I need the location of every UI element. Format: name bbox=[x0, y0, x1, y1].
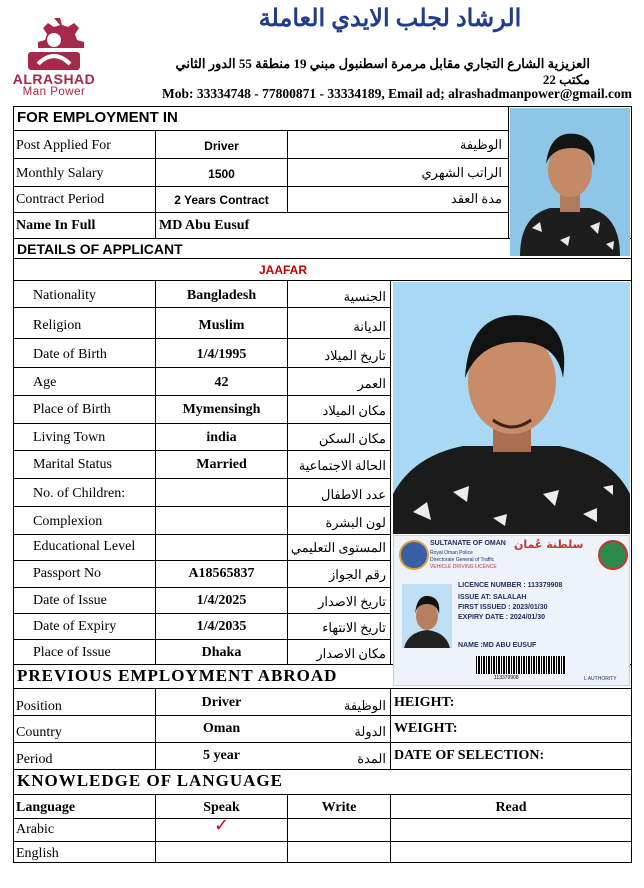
licence-number: 113379908 bbox=[527, 582, 563, 589]
police-emblem-icon bbox=[399, 540, 429, 570]
row-label-arabic: تاريخ الاصدار bbox=[318, 594, 386, 609]
licence-barcode bbox=[476, 656, 566, 674]
row-label: No. of Children: bbox=[33, 486, 126, 501]
row-label: Educational Level bbox=[33, 539, 136, 554]
licence-issue-at: SALALAH bbox=[493, 594, 527, 601]
licence-authority: L AUTHORITY bbox=[584, 676, 617, 682]
row-label: Complexion bbox=[33, 514, 103, 529]
row-value: 42 bbox=[214, 375, 229, 390]
row-label: Period bbox=[16, 752, 53, 767]
row-value: Driver bbox=[201, 695, 242, 710]
row-label: Position bbox=[16, 699, 62, 714]
licence-barcode-number: 113379908 bbox=[494, 675, 519, 681]
row-right-field: DATE OF SELECTION: bbox=[394, 748, 545, 763]
licence-sultanate: SULTANATE OF OMAN bbox=[430, 540, 506, 547]
row-value: 1/4/1995 bbox=[196, 347, 247, 362]
row-label: Country bbox=[16, 725, 62, 740]
row-value: Dhaka bbox=[201, 645, 242, 660]
row-value: Driver bbox=[204, 139, 239, 153]
row-label-arabic: مدة العقد bbox=[450, 191, 502, 206]
row-label-arabic: رقم الجواز bbox=[329, 567, 386, 582]
language-header-language: Language bbox=[16, 800, 76, 815]
language-header-read: Read bbox=[495, 800, 527, 815]
logo-gear-icon bbox=[8, 14, 100, 72]
logo-name: ALRASHAD bbox=[12, 71, 96, 87]
licence-traffic: Directorate General of Traffic bbox=[430, 557, 495, 563]
row-label: Place of Issue bbox=[33, 645, 111, 660]
logo-subtitle: Man Power bbox=[22, 86, 86, 98]
licence-police: Royal Oman Police bbox=[430, 550, 473, 556]
row-label-arabic: تاريخ الانتهاء bbox=[322, 620, 386, 635]
language-header-speak: Speak bbox=[203, 800, 240, 815]
applicant-photo-large bbox=[393, 282, 630, 534]
row-label-arabic: الوظيفة bbox=[459, 137, 502, 152]
row-value: Muslim bbox=[198, 318, 245, 333]
row-label-arabic: الوظيفة bbox=[343, 698, 386, 713]
section-applicant: DETAILS OF APPLICANT bbox=[17, 241, 183, 257]
row-label: Contract Period bbox=[16, 192, 105, 207]
row-value: A18565837 bbox=[188, 566, 255, 581]
row-label-arabic: تاريخ الميلاد bbox=[324, 348, 386, 363]
licence-photo bbox=[402, 584, 452, 648]
driving-licence-card bbox=[393, 535, 630, 686]
row-value: Mymensingh bbox=[182, 402, 261, 417]
licence-expiry-label: EXPIRY DATE : bbox=[458, 614, 509, 621]
row-label-arabic: الدولة bbox=[354, 724, 386, 739]
row-label: Date of Issue bbox=[33, 593, 107, 608]
name-value: MD Abu Eusuf bbox=[159, 218, 250, 233]
agent-name: JAAFAR bbox=[258, 263, 307, 277]
licence-name: NAME :MD ABU EUSUF bbox=[458, 642, 537, 649]
company-logo bbox=[8, 14, 100, 100]
row-label-arabic: عدد الاطفال bbox=[321, 487, 386, 502]
row-label: Age bbox=[33, 375, 57, 390]
applicant-photo-small bbox=[510, 108, 630, 256]
row-value: 5 year bbox=[203, 748, 240, 763]
row-label: Date of Birth bbox=[33, 347, 107, 362]
row-label-arabic: لون البشرة bbox=[325, 515, 386, 530]
row-right-field: HEIGHT: bbox=[394, 695, 455, 710]
section-employment: FOR EMPLOYMENT IN bbox=[17, 109, 178, 126]
row-label: Religion bbox=[33, 318, 82, 333]
row-right-field: WEIGHT: bbox=[394, 721, 458, 736]
row-label: Living Town bbox=[33, 430, 106, 445]
licence-first-issued: 2023/01/30 bbox=[512, 604, 548, 611]
row-label: Date of Expiry bbox=[33, 619, 117, 634]
row-value: 2 Years Contract bbox=[174, 193, 269, 207]
speak-check-icon: ✓ bbox=[213, 815, 230, 836]
licence-first-label: FIRST ISSUED : bbox=[458, 604, 511, 611]
row-label-arabic: الجنسية bbox=[343, 289, 386, 304]
row-value: Married bbox=[196, 457, 247, 472]
row-value: Bangladesh bbox=[186, 288, 257, 303]
row-label: Monthly Salary bbox=[16, 166, 104, 181]
licence-issue-label: ISSUE AT: bbox=[458, 594, 492, 601]
row-label-arabic: مكان الميلاد bbox=[322, 403, 386, 418]
language-name: Arabic bbox=[16, 822, 55, 837]
row-label: Post Applied For bbox=[16, 138, 111, 153]
licence-expiry: 2024/01/30 bbox=[510, 614, 546, 621]
row-label-arabic: المستوى التعليمي bbox=[290, 540, 386, 555]
name-label: Name In Full bbox=[16, 218, 96, 233]
language-header-write: Write bbox=[321, 800, 357, 815]
row-label-arabic: الديانة bbox=[353, 319, 386, 334]
licence-title: VEHICLE DRIVING LICENCE bbox=[430, 564, 497, 570]
row-label: Marital Status bbox=[33, 457, 112, 472]
section-language: KNOWLEDGE OF LANGUAGE bbox=[17, 771, 283, 790]
row-label-arabic: العمر bbox=[357, 376, 386, 391]
licence-sultanate-arabic: سلطنة عُمان bbox=[514, 538, 584, 551]
row-label-arabic: الراتب الشهري bbox=[421, 165, 502, 180]
row-value: Oman bbox=[202, 721, 241, 736]
company-address-arabic: العزيزية الشارع التجاري مقابل مرمرة اسطنبول مبني 19 منطقة 55 الدور الثاني مكتب 22 bbox=[175, 56, 590, 87]
row-label: Place of Birth bbox=[33, 402, 111, 417]
section-previous-employment: PREVIOUS EMPLOYMENT ABROAD bbox=[17, 666, 338, 685]
row-label-arabic: مكان السكن bbox=[318, 431, 386, 446]
row-label: Passport No bbox=[33, 566, 102, 581]
licence-number-label: LICENCE NUMBER : bbox=[458, 582, 526, 589]
company-title-arabic: الرشاد لجلب الايدي العاملة bbox=[258, 6, 522, 32]
row-label-arabic: المدة bbox=[357, 751, 386, 766]
oman-emblem-icon bbox=[598, 540, 628, 570]
row-label-arabic: مكان الاصدار bbox=[316, 646, 386, 661]
row-value: 1/4/2035 bbox=[196, 619, 247, 634]
row-value: 1/4/2025 bbox=[196, 593, 247, 608]
row-label: Nationality bbox=[33, 288, 96, 303]
row-value: india bbox=[206, 430, 237, 445]
language-name: English bbox=[16, 846, 59, 861]
row-value: 1500 bbox=[208, 167, 235, 181]
company-contact: Mob: 33334748 - 77800871 - 33334189, Email ad; alrashadmanpower@gmail.com bbox=[161, 86, 632, 101]
row-label-arabic: الحالة الاجتماعية bbox=[298, 458, 386, 473]
